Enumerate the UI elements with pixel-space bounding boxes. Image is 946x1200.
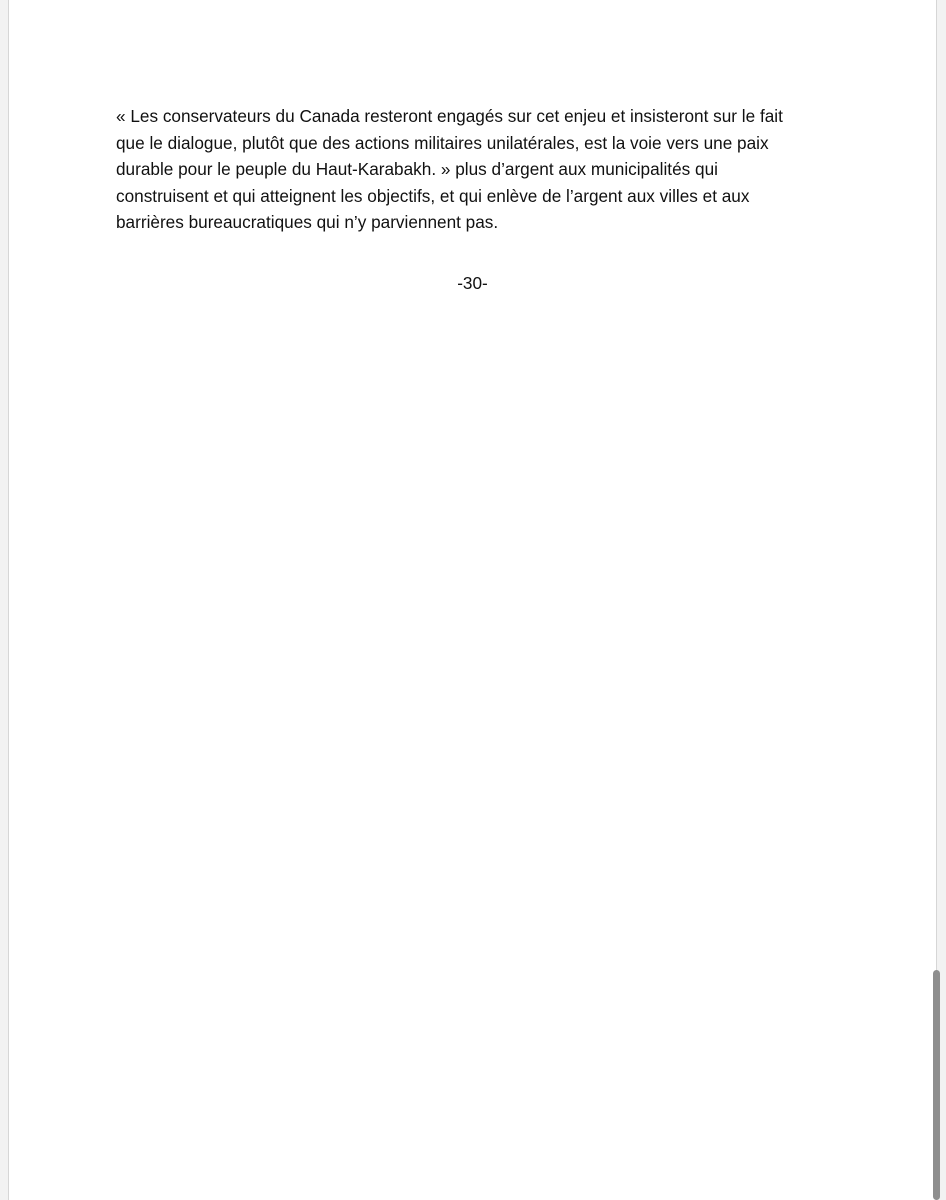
- scrollbar-thumb[interactable]: [933, 970, 940, 1200]
- document-page: [8, 0, 937, 1200]
- page-number: -30-: [457, 273, 488, 293]
- body-paragraph: « Les conservateurs du Canada resteront engagés sur cet enjeu et insisteront sur le fait que le dialogue, plutôt que des actions militaires unilatérales, est la voie vers une paix durable pour le peuple du Haut-Karabakh. » plus d’argent aux municipalités qui construisent et qui atteignent les objectifs, et qui enlève de l’argent aux villes et aux barrières bureaucratiques qui n’y parviennent pas.: [116, 106, 783, 233]
- vertical-scrollbar[interactable]: [933, 0, 940, 1200]
